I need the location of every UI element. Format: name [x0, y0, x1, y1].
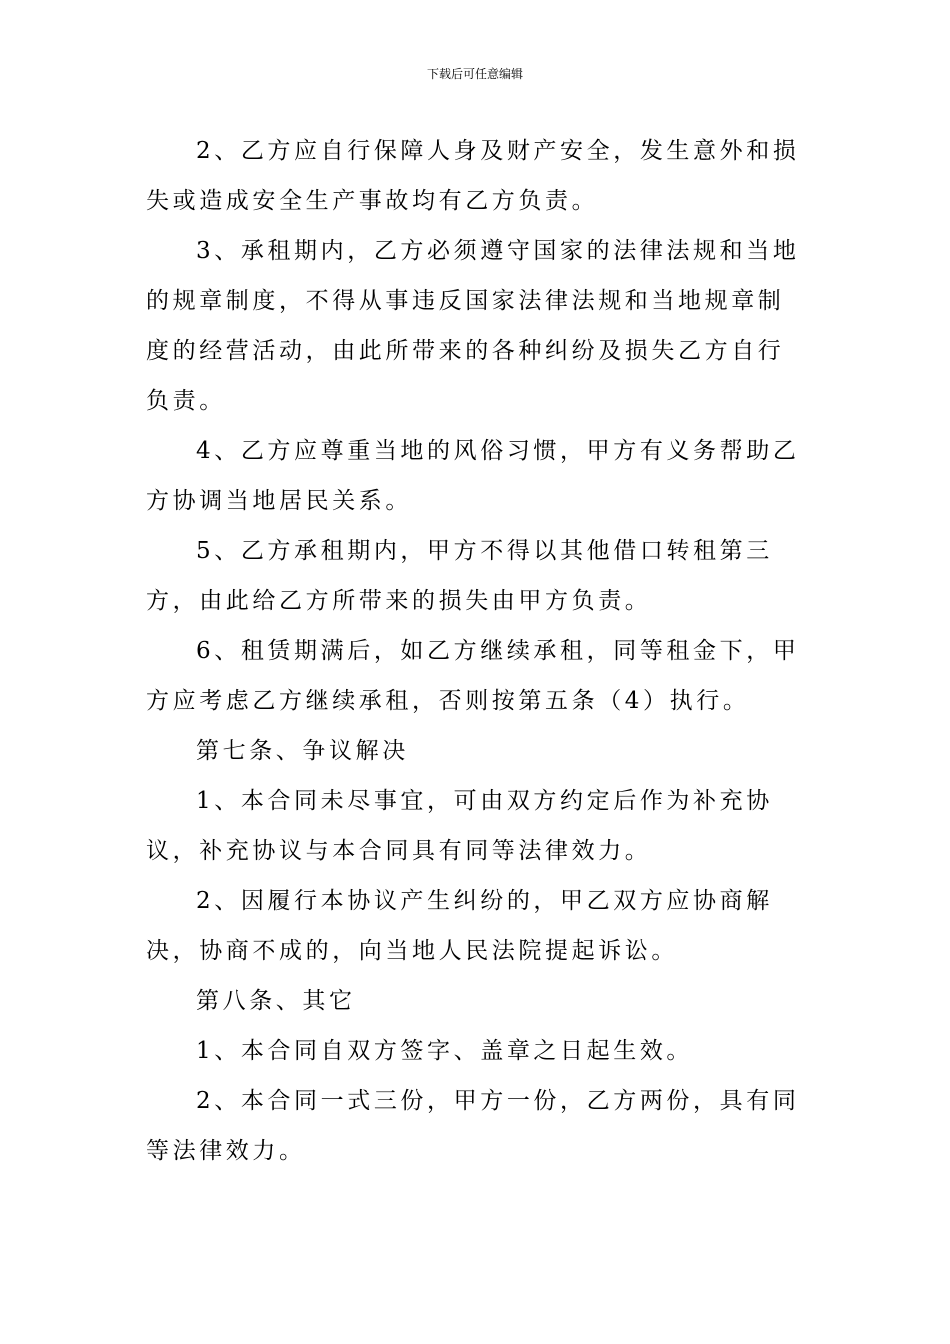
paragraph-clause-6-2: 2、乙方应自行保障人身及财产安全，发生意外和损失或造成安全生产事故均有乙方负责。	[146, 138, 800, 214]
paragraph-clause-7-2: 2、因履行本协议产生纠纷的，甲乙双方应协商解决，协商不成的，向当地人民法院提起诉讼。	[146, 888, 773, 964]
paragraph-clause-6-6: 6、租赁期满后，如乙方继续承租，同等租金下，甲方应考虑乙方继续承租，否则按第五条（4）执行。	[146, 638, 800, 714]
paragraph-clause-6-3: 3、承租期内，乙方必须遵守国家的法律法规和当地的规章制度，不得从事违反国家法律法规和当地规章制度的经营活动，由此所带来的各种纠纷及损失乙方自行负责。	[146, 238, 800, 414]
paragraph-clause-7-1: 1、本合同未尽事宜，可由双方约定后作为补充协议，补充协议与本合同具有同等法律效力。	[146, 788, 773, 864]
header-note: 下载后可任意编辑	[426, 67, 523, 81]
paragraph-clause-6-4: 4、乙方应尊重当地的风俗习惯，甲方有义务帮助乙方协调当地居民关系。	[146, 438, 800, 514]
paragraph-clause-6-5: 5、乙方承租期内，甲方不得以其他借口转租第三方，由此给乙方所带来的损失由甲方负责。	[146, 538, 773, 614]
document-body	[146, 126, 808, 1176]
section-heading-article-7: 第七条、争议解决	[196, 738, 409, 764]
section-heading-article-8: 第八条、其它	[196, 988, 356, 1014]
paragraph-clause-8-1: 1、本合同自双方签字、盖章之日起生效。	[196, 1038, 694, 1064]
paragraph-clause-8-2: 2、本合同一式三份，甲方一份，乙方两份，具有同等法律效力。	[146, 1088, 800, 1164]
